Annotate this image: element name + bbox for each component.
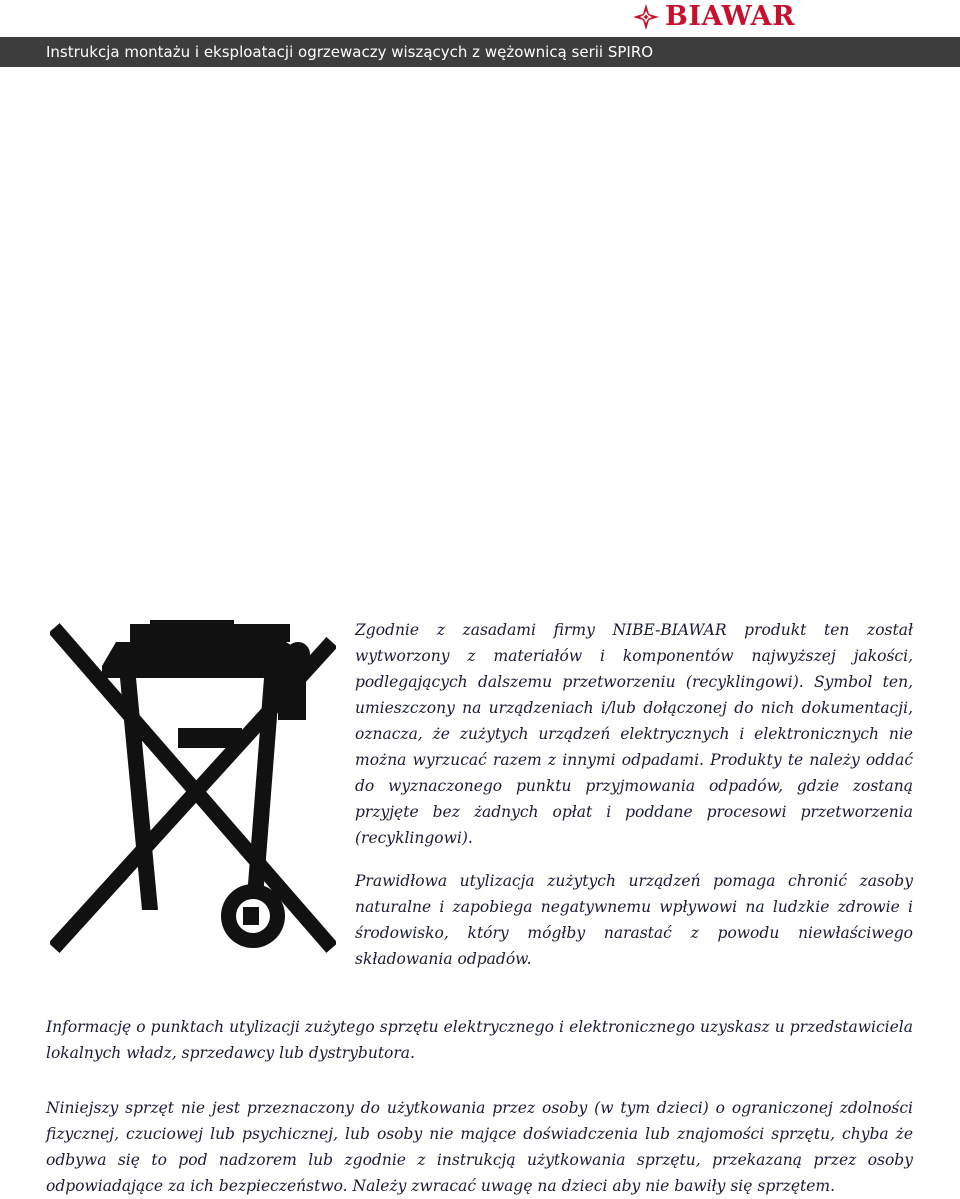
diamond-star-logo-icon <box>632 3 660 31</box>
disposal-benefit-paragraph: Prawidłowa utylizacja zużytych urządzeń pomaga chronić zasoby naturalne i zapobiega negatywnemu wpływowi na ludzkie zdrowie i środowisko, który mógłby narastać z powodu niewłaściwego składowania odpadów. <box>355 872 913 968</box>
disposal-info-paragraph: Informację o punktach utylizacji zużytego sprzętu elektrycznego i elektronicznego uzyskasz u przedstawiciela lokalnych władz, sprzedawcy lub dystrybutora. <box>46 1018 913 1062</box>
recycling-paragraph: Zgodnie z zasadami firmy NIBE-BIAWAR produkt ten został wytworzony z materiałów i komponentów najwyższej jakości, podlegających dalszemu przetworzeniu (recyklingowi). Symbol ten, umieszczony na urządzeniach i/lub dołączonej do nich dokumentacji, oznacza, że zużytych urządzeń elektrycznych i elektronicznych nie można wyrzucać razem z innymi odpadami. Produkty te należy oddać do wyznaczonego punktu przyjmowania odpadów, gdzie zostaną przyjęte bez żadnych opłat i poddane procesowi przetworzenia (recyklingowi). <box>355 621 913 847</box>
brand-logo <box>632 2 832 32</box>
safety-paragraph: Niniejszy sprzęt nie jest przeznaczony do użytkowania przez osoby (w tym dzieci) o ograniczonej zdolności fizycznej, czuciowej lub psychicznej, lub osoby nie mające doświadczenia lub znajomości sprzętu, chyba że odbywa się to pod nadzorem lub zgodnie z instrukcją użytkowania sprzętu, przekazaną przez osoby odpowiadające za ich bezpieczeństwo. Należy zwracać uwagę na dzieci aby nie bawiły się sprzętem. <box>46 1099 913 1195</box>
document-title: Instrukcja montażu i eksploatacji ogrzewaczy wiszących z wężownicą serii SPIRO <box>46 43 654 61</box>
crossed-out-wheelie-bin-icon <box>50 620 336 954</box>
document-header <box>0 37 960 67</box>
brand-name: BIAWAR <box>665 1 796 32</box>
